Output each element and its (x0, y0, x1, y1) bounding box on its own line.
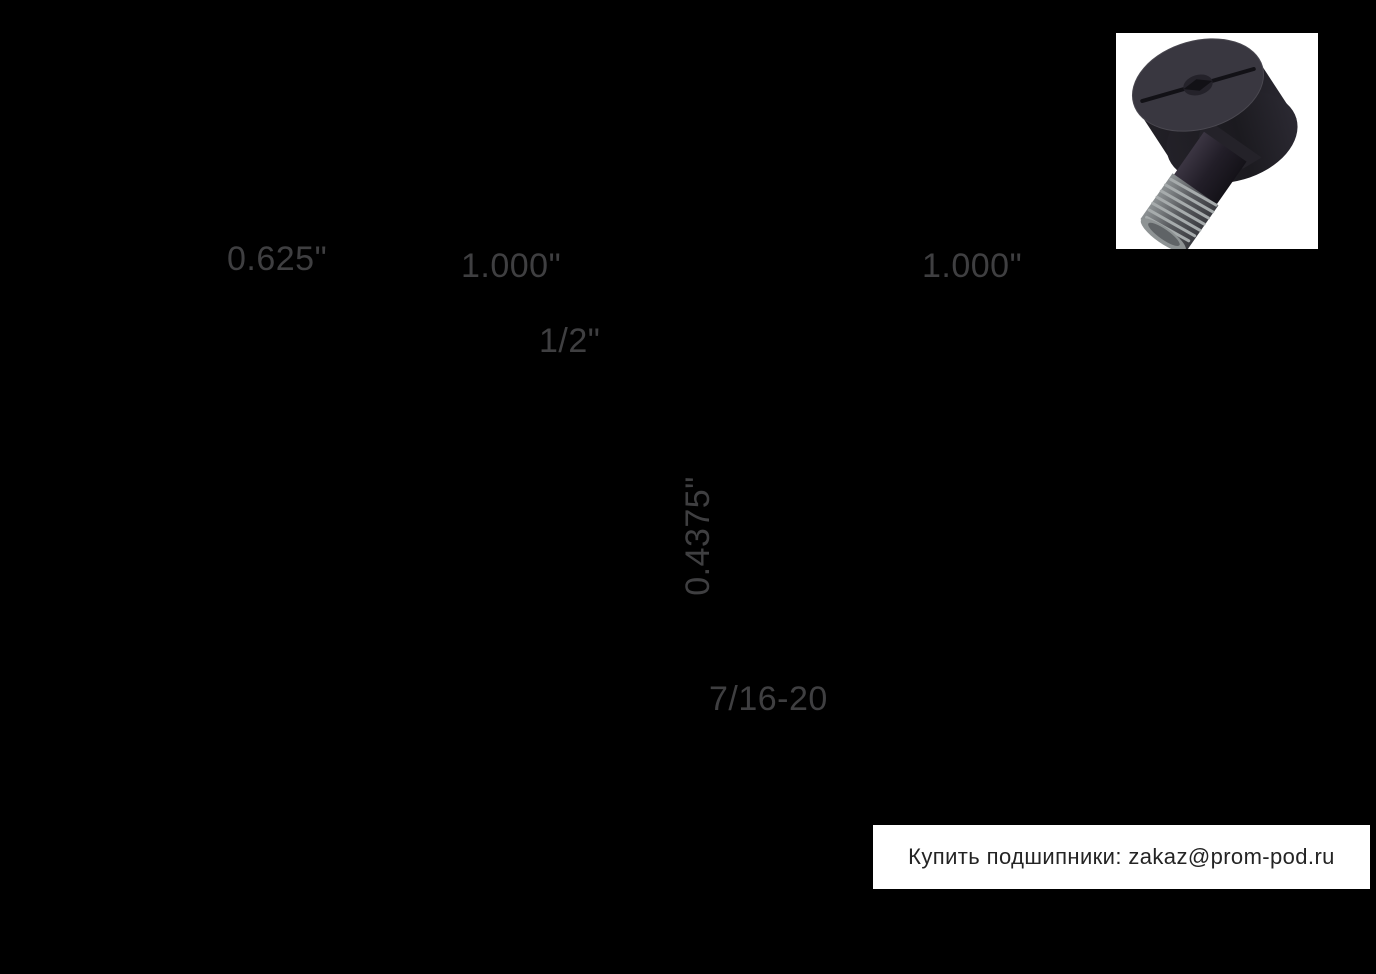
dimension-label-1000-right: 1.000" (922, 247, 1023, 285)
cam-follower-image (1116, 33, 1318, 249)
thread-spec-label: 7/16-20 (709, 680, 828, 718)
dimension-label-half-inch: 1/2" (539, 322, 601, 360)
product-photo (1116, 33, 1318, 249)
purchase-banner-text: Купить подшипники: zakaz@prom-pod.ru (908, 844, 1335, 869)
dimension-label-04375-vertical: 0.4375" (679, 476, 717, 596)
dimension-label-1000-left: 1.000" (461, 247, 562, 285)
purchase-banner (873, 825, 1370, 889)
dimension-label-0625: 0.625" (227, 240, 328, 278)
